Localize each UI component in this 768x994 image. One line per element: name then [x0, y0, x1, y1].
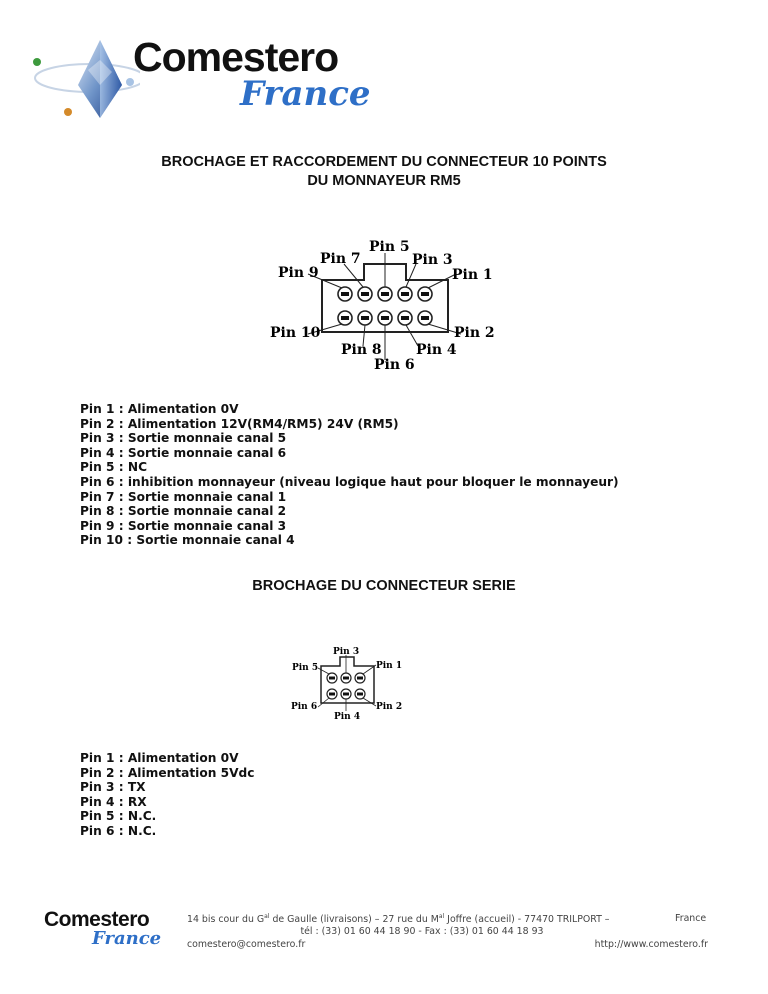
diagram1-label-pin2: Pin 2 [454, 325, 495, 341]
diagram1-label-pin10: Pin 10 [270, 325, 321, 341]
diagram1-label-pin8: Pin 8 [341, 342, 382, 358]
footer-email[interactable]: comestero@comestero.fr [187, 939, 306, 950]
list-item: Pin 4 : RX [80, 794, 147, 809]
list-item: Pin 3 : Sortie monnaie canal 5 [80, 431, 287, 446]
list-item: Pin 8 : Sortie monnaie canal 2 [80, 504, 287, 519]
footer-logo-subtitle: France [92, 928, 162, 949]
logo-subtitle: France [240, 74, 371, 114]
pin-list-serial [80, 751, 255, 839]
diagram1-label-pin9: Pin 9 [278, 265, 319, 281]
list-item: Pin 7 : Sortie monnaie canal 1 [80, 489, 287, 504]
list-item: Pin 1 : Alimentation 0V [80, 402, 239, 416]
section-title-serial: BROCHAGE DU CONNECTEUR SERIE [252, 578, 516, 594]
diagram1-label-pin6: Pin 6 [374, 357, 415, 373]
pin-list-10pin [80, 402, 619, 548]
diagram2-label-pin6: Pin 6 [291, 702, 318, 712]
diagram2-label-pin3: Pin 3 [333, 647, 360, 657]
list-item: Pin 3 : TX [80, 780, 146, 795]
footer-website[interactable]: http://www.comestero.fr [594, 939, 708, 950]
list-item: Pin 10 : Sortie monnaie canal 4 [80, 533, 295, 548]
list-item: Pin 6 : N.C. [80, 823, 157, 838]
logo-wordmark: Comestero [133, 34, 339, 80]
diagram2-label-pin1: Pin 1 [376, 661, 403, 671]
section-title-10pin: BROCHAGE ET RACCORDEMENT DU CONNECTEUR 10 POINTS DU MONNAYEUR RM5 [161, 154, 607, 189]
diagram1-label-pin3: Pin 3 [412, 252, 453, 268]
list-item: Pin 9 : Sortie monnaie canal 3 [80, 518, 287, 533]
list-item: Pin 6 : inhibition monnayeur (niveau logique haut pour bloquer le monnayeur) [80, 474, 619, 489]
footer-phone: tél : (33) 01 60 44 18 90 - Fax : (33) 01 60 44 18 93 [300, 926, 544, 937]
list-item: Pin 5 : NC [80, 460, 148, 475]
list-item: Pin 1 : Alimentation 0V [80, 751, 239, 765]
footer-country: France [675, 913, 707, 924]
diagram1-label-pin5: Pin 5 [369, 239, 410, 255]
list-item: Pin 4 : Sortie monnaie canal 6 [80, 445, 287, 460]
crystal-logo-icon [30, 30, 140, 125]
diagram2-label-pin5: Pin 5 [292, 663, 319, 673]
footer-logo-wordmark: Comestero [44, 908, 150, 931]
list-item: Pin 2 : Alimentation 12V(RM4/RM5) 24V (RM5) [80, 416, 399, 431]
footer-address: 14 bis cour du $G^{al}$ de Gaulle (livraisons) – 27 rue du $M^{al}$ Joffre (accueil) - 77470 TRILPORT – [187, 913, 610, 926]
connector-10pin-diagram [266, 236, 506, 376]
diagram1-label-pin4: Pin 4 [416, 342, 457, 358]
diagram2-label-pin4: Pin 4 [334, 712, 361, 722]
connector-serial-diagram [288, 645, 418, 725]
list-item: Pin 2 : Alimentation 5Vdc [80, 765, 255, 780]
list-item: Pin 5 : N.C. [80, 809, 157, 824]
diagram1-label-pin1: Pin 1 [452, 267, 493, 283]
diagram2-label-pin2: Pin 2 [376, 702, 403, 712]
diagram1-label-pin7: Pin 7 [320, 251, 361, 267]
header-logo [30, 30, 380, 125]
